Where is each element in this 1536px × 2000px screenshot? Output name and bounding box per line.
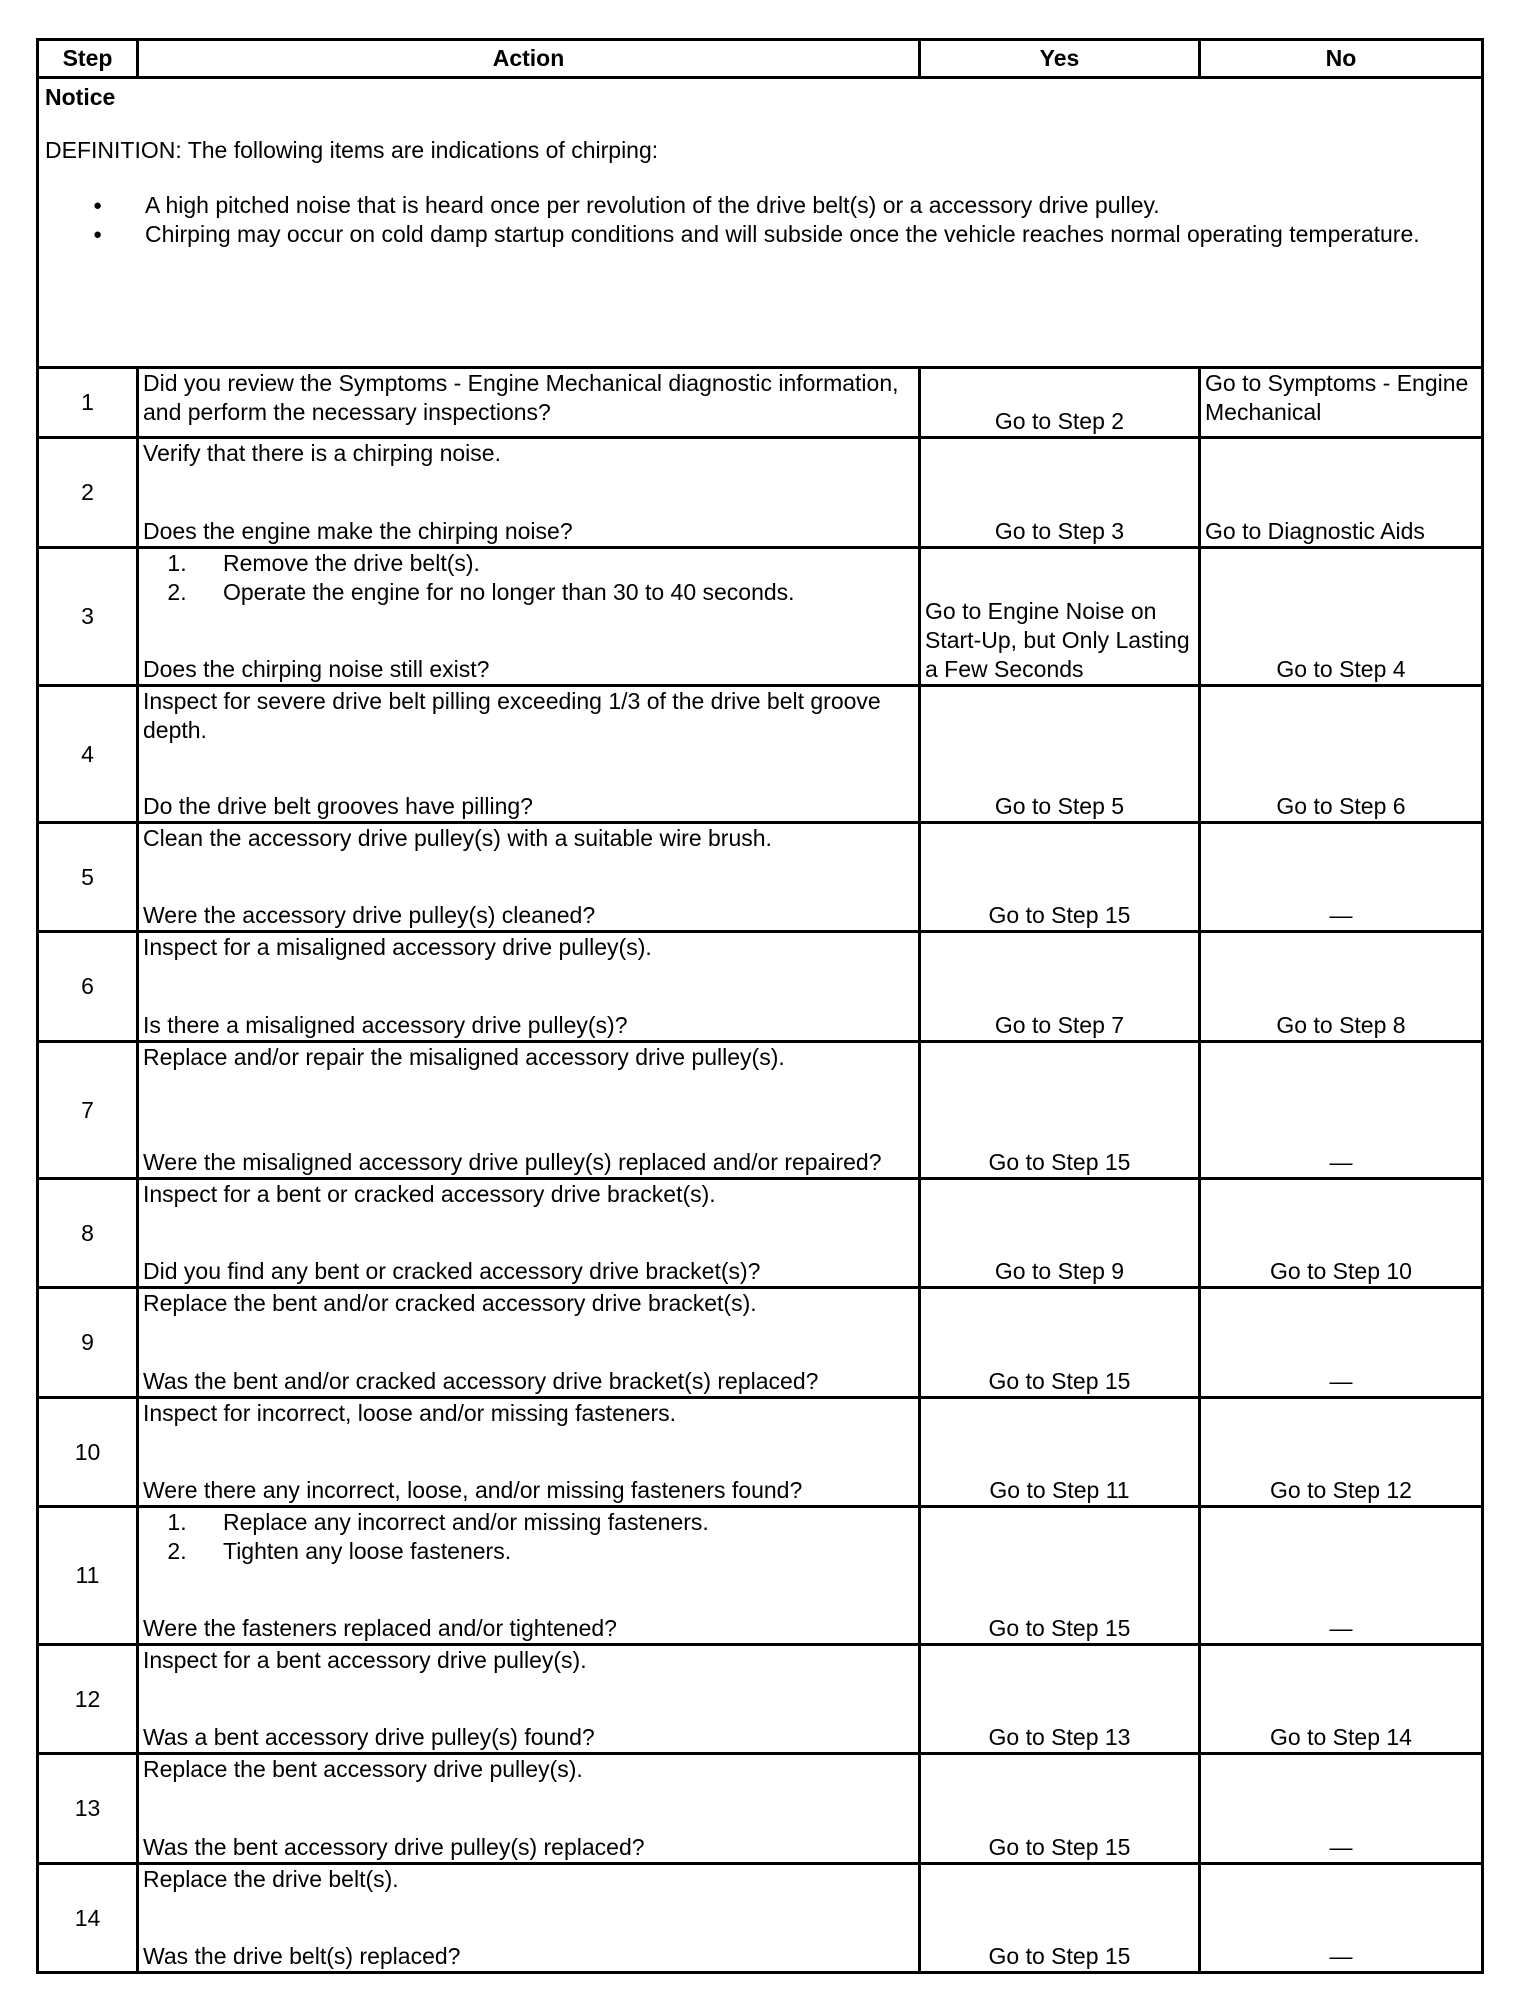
action-question: Were the accessory drive pulley(s) cleaned?	[143, 902, 596, 928]
no-cell: Go to Step 6	[1200, 686, 1483, 823]
action-text: Inspect for incorrect, loose and/or missing fasteners.	[143, 1400, 677, 1426]
action-text: Inspect for a bent accessory drive pulley(s).	[143, 1647, 587, 1673]
action-text: Replace and/or repair the misaligned accessory drive pulley(s).	[143, 1044, 785, 1070]
action-step: 1. Remove the drive belt(s).	[193, 549, 914, 578]
notice-row	[38, 78, 1483, 368]
notice-bullets	[45, 191, 1475, 249]
no-cell: Go to Diagnostic Aids	[1200, 438, 1483, 548]
yes-cell: Go to Step 7	[920, 932, 1200, 1042]
action-cell	[138, 823, 920, 932]
step-number: 1	[38, 368, 138, 438]
step-number: 11	[38, 1507, 138, 1645]
action-steps	[143, 1508, 914, 1566]
step-number: 9	[38, 1288, 138, 1398]
action-question: Do the drive belt grooves have pilling?	[143, 793, 533, 819]
action-text: Inspect for a misaligned accessory drive pulley(s).	[143, 934, 652, 960]
no-cell: Go to Step 14	[1200, 1645, 1483, 1754]
action-question: Was the bent accessory drive pulley(s) replaced?	[143, 1834, 645, 1860]
yes-cell: Go to Step 11	[920, 1398, 1200, 1507]
notice-bullet: ● Chirping may occur on cold damp startup conditions and will subside once the vehicle reaches normal operating temperature.	[145, 220, 1475, 249]
no-cell: —	[1200, 1754, 1483, 1864]
notice-bullet: ● A high pitched noise that is heard once per revolution of the drive belt(s) or a accessory drive pulley.	[145, 191, 1475, 220]
yes-cell: Go to Engine Noise on Start-Up, but Only Lasting a Few Seconds	[920, 548, 1200, 686]
action-question: Does the engine make the chirping noise?	[143, 518, 573, 544]
action-cell	[138, 1042, 920, 1179]
header-no: No	[1200, 40, 1483, 78]
step-number: 2	[38, 438, 138, 548]
yes-cell: Go to Step 15	[920, 1288, 1200, 1398]
step-number: 4	[38, 686, 138, 823]
yes-cell: Go to Step 15	[920, 1754, 1200, 1864]
step-number: 3	[38, 548, 138, 686]
notice-title: Notice	[45, 84, 116, 110]
action-question: Is there a misaligned accessory drive pulley(s)?	[143, 1012, 628, 1038]
no-cell: Go to Step 10	[1200, 1179, 1483, 1288]
step-number: 14	[38, 1864, 138, 1973]
table-row	[38, 932, 1483, 1042]
action-cell	[138, 1288, 920, 1398]
no-cell: Go to Step 4	[1200, 548, 1483, 686]
header-yes: Yes	[920, 40, 1200, 78]
no-cell: Go to Step 12	[1200, 1398, 1483, 1507]
action-text: Replace the bent and/or cracked accessory drive bracket(s).	[143, 1290, 757, 1316]
table-row	[38, 1179, 1483, 1288]
action-cell	[138, 686, 920, 823]
yes-cell: Go to Step 15	[920, 1507, 1200, 1645]
step-number: 6	[38, 932, 138, 1042]
yes-cell: Go to Step 9	[920, 1179, 1200, 1288]
action-text: Verify that there is a chirping noise.	[143, 440, 501, 466]
action-question: Does the chirping noise still exist?	[143, 656, 490, 682]
table-row	[38, 1507, 1483, 1645]
header-row	[38, 40, 1483, 78]
action-text: Inspect for a bent or cracked accessory drive bracket(s).	[143, 1181, 716, 1207]
action-cell	[138, 1864, 920, 1973]
action-text: Replace the drive belt(s).	[143, 1866, 399, 1892]
table-row	[38, 548, 1483, 686]
step-number: 10	[38, 1398, 138, 1507]
header-step: Step	[38, 40, 138, 78]
step-number: 5	[38, 823, 138, 932]
no-cell: —	[1200, 1864, 1483, 1973]
yes-cell: Go to Step 5	[920, 686, 1200, 823]
no-cell: Go to Symptoms - Engine Mechanical	[1200, 368, 1483, 438]
step-number: 12	[38, 1645, 138, 1754]
no-cell: —	[1200, 1288, 1483, 1398]
action-text: Did you review the Symptoms - Engine Mechanical diagnostic information, and perform the necessary inspections?	[143, 370, 899, 425]
action-step: 2. Tighten any loose fasteners.	[193, 1537, 914, 1566]
yes-cell: Go to Step 15	[920, 1042, 1200, 1179]
table-row	[38, 1288, 1483, 1398]
action-text: Clean the accessory drive pulley(s) with a suitable wire brush.	[143, 825, 772, 851]
action-question: Were the fasteners replaced and/or tightened?	[143, 1615, 617, 1641]
action-cell	[138, 548, 920, 686]
action-cell	[138, 438, 920, 548]
diagnostic-table	[36, 38, 1484, 1974]
yes-cell: Go to Step 3	[920, 438, 1200, 548]
table-row	[38, 1645, 1483, 1754]
yes-cell: Go to Step 15	[920, 1864, 1200, 1973]
yes-cell: Go to Step 13	[920, 1645, 1200, 1754]
action-step: 2. Operate the engine for no longer than 30 to 40 seconds.	[193, 578, 914, 607]
action-step: 1. Replace any incorrect and/or missing fasteners.	[193, 1508, 914, 1537]
action-question: Were there any incorrect, loose, and/or missing fasteners found?	[143, 1477, 803, 1503]
action-cell	[138, 368, 920, 438]
action-question: Was the bent and/or cracked accessory drive bracket(s) replaced?	[143, 1368, 819, 1394]
table-row	[38, 823, 1483, 932]
step-number: 8	[38, 1179, 138, 1288]
table-row	[38, 368, 1483, 438]
action-question: Did you find any bent or cracked accessory drive bracket(s)?	[143, 1258, 761, 1284]
notice-definition: DEFINITION: The following items are indications of chirping:	[45, 137, 659, 163]
action-cell	[138, 1507, 920, 1645]
table-row	[38, 438, 1483, 548]
table-row	[38, 1864, 1483, 1973]
no-cell: —	[1200, 823, 1483, 932]
no-cell: —	[1200, 1042, 1483, 1179]
action-question: Were the misaligned accessory drive pulley(s) replaced and/or repaired?	[143, 1149, 882, 1175]
action-cell	[138, 1645, 920, 1754]
table-row	[38, 1042, 1483, 1179]
step-number: 13	[38, 1754, 138, 1864]
action-cell	[138, 1179, 920, 1288]
action-cell	[138, 1754, 920, 1864]
no-cell: Go to Step 8	[1200, 932, 1483, 1042]
table-row	[38, 1754, 1483, 1864]
table-row	[38, 686, 1483, 823]
yes-cell: Go to Step 15	[920, 823, 1200, 932]
action-question: Was a bent accessory drive pulley(s) found?	[143, 1724, 595, 1750]
table-row	[38, 1398, 1483, 1507]
action-question: Was the drive belt(s) replaced?	[143, 1943, 461, 1969]
header-action: Action	[138, 40, 920, 78]
step-number: 7	[38, 1042, 138, 1179]
no-cell: —	[1200, 1507, 1483, 1645]
yes-cell: Go to Step 2	[920, 368, 1200, 438]
action-steps	[143, 549, 914, 607]
action-cell	[138, 932, 920, 1042]
action-cell	[138, 1398, 920, 1507]
action-text: Replace the bent accessory drive pulley(s).	[143, 1756, 583, 1782]
action-text: Inspect for severe drive belt pilling exceeding 1/3 of the drive belt groove depth.	[143, 688, 881, 743]
